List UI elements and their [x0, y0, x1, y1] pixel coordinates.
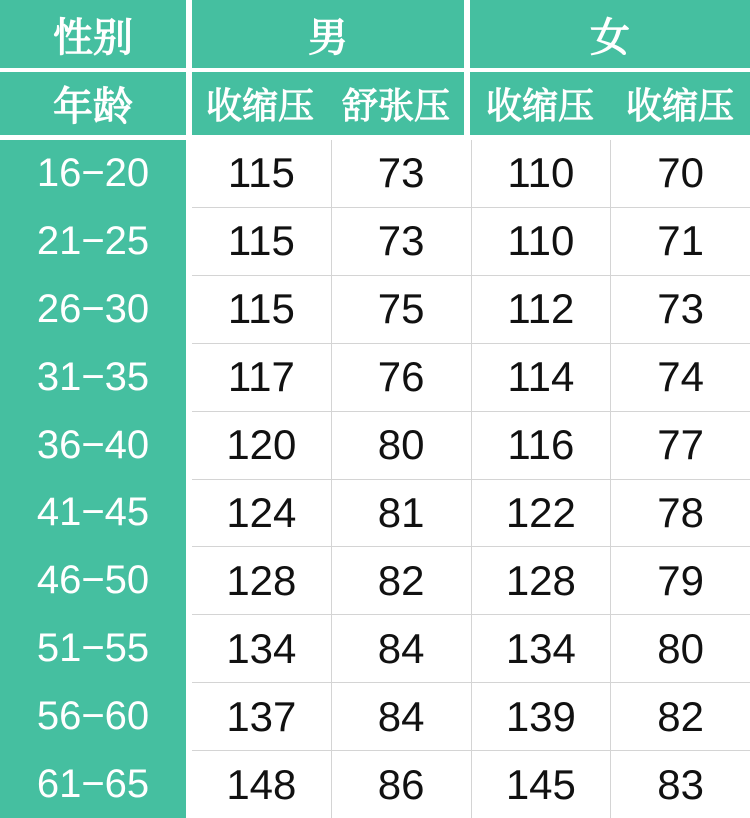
- value-cell: 124: [192, 480, 331, 547]
- value-cell: 115: [192, 208, 331, 275]
- header-female-sub-cell: [470, 72, 750, 135]
- value-cell: 112: [472, 276, 611, 343]
- age-column: [0, 140, 186, 818]
- age-cell: 41−45: [36, 490, 150, 535]
- value-cell: 128: [192, 547, 331, 614]
- age-cell: 36−40: [36, 422, 150, 467]
- header-age-label: 年龄: [53, 85, 133, 129]
- value-cell: 79: [611, 547, 750, 614]
- header-male-diastolic-label: 舒张压: [341, 85, 450, 126]
- value-cell: 71: [611, 208, 750, 275]
- value-cell: 74: [611, 344, 750, 411]
- age-cell: 46−50: [36, 558, 150, 603]
- value-cell: 139: [472, 683, 611, 750]
- value-cell: 117: [192, 344, 331, 411]
- age-cell: 51−55: [36, 625, 150, 670]
- header-female-label: 女: [590, 15, 630, 60]
- header-female-cell: [470, 0, 750, 68]
- value-cell: 81: [332, 480, 471, 547]
- value-cell: 128: [472, 547, 611, 614]
- header-age-cell: [0, 72, 186, 135]
- value-cell: 110: [472, 140, 611, 207]
- header-female-systolic2-label: 收缩压: [625, 85, 734, 126]
- value-cell: 122: [472, 480, 611, 547]
- value-cell: 115: [192, 276, 331, 343]
- header-row-gender: [0, 0, 750, 68]
- value-cell: 82: [332, 547, 471, 614]
- value-cell: 77: [611, 412, 750, 479]
- value-cell: 134: [192, 615, 331, 682]
- age-cell: 21−25: [36, 219, 150, 264]
- value-cell: 73: [332, 208, 471, 275]
- table-body: [0, 140, 750, 818]
- header-gender-cell: [0, 0, 186, 68]
- header-gender-label: 性别: [53, 15, 133, 60]
- header-row-measures: [0, 72, 750, 135]
- value-cell: 84: [332, 683, 471, 750]
- value-cell: 70: [611, 140, 750, 207]
- value-cell: 148: [192, 751, 331, 818]
- value-cell: 145: [472, 751, 611, 818]
- age-cell: 16−20: [36, 151, 150, 196]
- age-cell: 31−35: [36, 354, 150, 399]
- value-cell: 73: [611, 276, 750, 343]
- value-cell: 80: [332, 412, 471, 479]
- header-female-systolic-label: 收缩压: [485, 85, 594, 126]
- value-cell: 73: [332, 140, 471, 207]
- value-cell: 134: [472, 615, 611, 682]
- value-cell: 83: [611, 751, 750, 818]
- age-cell: 56−60: [36, 693, 150, 738]
- values-grid: [192, 140, 750, 818]
- header-male-cell: [192, 0, 464, 68]
- value-cell: 80: [611, 615, 750, 682]
- value-cell: 137: [192, 683, 331, 750]
- age-cell: 26−30: [36, 286, 150, 331]
- value-cell: 110: [472, 208, 611, 275]
- value-cell: 76: [332, 344, 471, 411]
- value-cell: 82: [611, 683, 750, 750]
- value-cell: 75: [332, 276, 471, 343]
- value-cell: 86: [332, 751, 471, 818]
- value-cell: 78: [611, 480, 750, 547]
- value-cell: 120: [192, 412, 331, 479]
- value-cell: 115: [192, 140, 331, 207]
- value-cell: 116: [472, 412, 611, 479]
- header-male-systolic-label: 收缩压: [205, 85, 314, 126]
- header-male-label: 男: [308, 15, 348, 60]
- age-cell: 61−65: [36, 761, 150, 806]
- header-male-sub-cell: [192, 72, 464, 135]
- value-cell: 114: [472, 344, 611, 411]
- value-cell: 84: [332, 615, 471, 682]
